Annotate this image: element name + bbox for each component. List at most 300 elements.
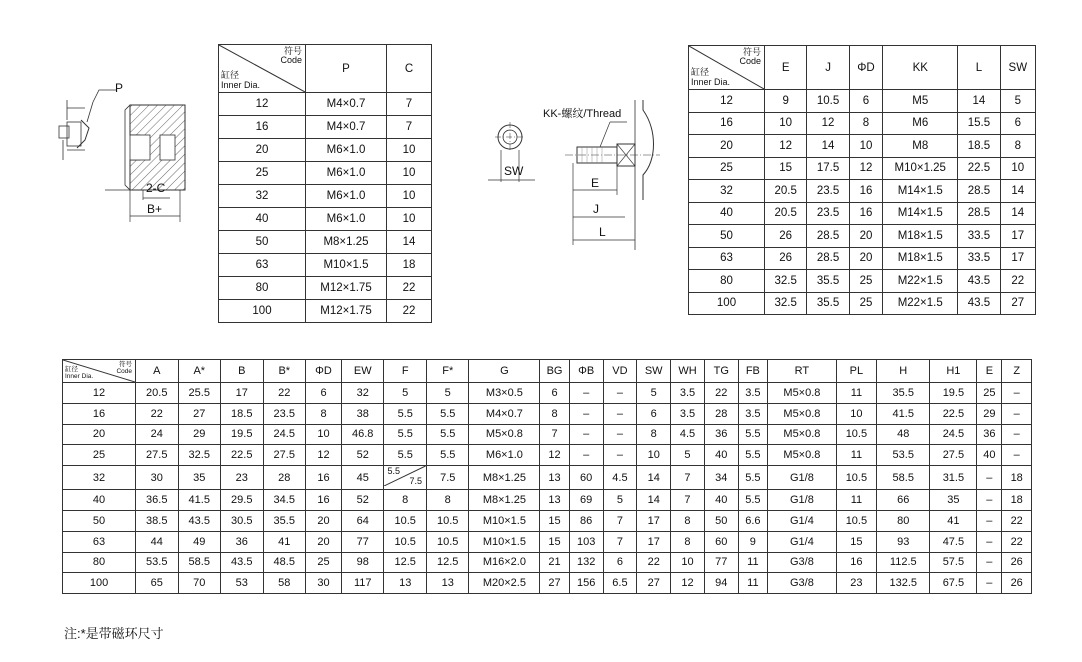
- value-cell: 35: [930, 490, 977, 511]
- bore-size-cell: 80: [219, 277, 306, 300]
- value-cell: 57.5: [930, 552, 977, 573]
- value-cell: 11: [738, 573, 767, 594]
- value-cell: –: [1002, 403, 1032, 424]
- value-cell: M6×1.0: [306, 139, 387, 162]
- value-cell: 26: [1002, 552, 1032, 573]
- value-cell: 23: [836, 573, 876, 594]
- table3-row: [63, 531, 1032, 552]
- value-cell: 7: [387, 116, 432, 139]
- table3-col: PL: [836, 360, 876, 383]
- value-cell: 32.5: [765, 292, 807, 315]
- value-cell: 20: [306, 510, 342, 531]
- value-cell: 5.5: [426, 424, 469, 445]
- value-cell: 8: [426, 490, 469, 511]
- table1-row: [219, 208, 432, 231]
- value-cell: M8×1.25: [469, 490, 540, 511]
- bore-size-cell: 20: [219, 139, 306, 162]
- table1-row: [219, 254, 432, 277]
- value-cell: 5: [671, 445, 705, 466]
- value-cell: M10×1.25: [883, 157, 958, 180]
- bore-size-cell: 100: [219, 300, 306, 323]
- value-cell: 5.5: [384, 403, 427, 424]
- value-cell: 6: [637, 403, 671, 424]
- table2-row: [689, 135, 1036, 158]
- table3-col: BG: [540, 360, 569, 383]
- value-cell: 10.5: [836, 510, 876, 531]
- value-cell: 5.5: [738, 466, 767, 490]
- value-cell: 80: [877, 510, 930, 531]
- value-cell: 28.5: [958, 180, 1000, 203]
- value-cell: G3/8: [768, 573, 837, 594]
- value-cell: 6: [1000, 112, 1035, 135]
- value-cell: 10: [387, 185, 432, 208]
- value-cell: 25.5: [178, 383, 221, 404]
- value-cell: –: [569, 424, 603, 445]
- value-cell: 11: [836, 445, 876, 466]
- table3-col: ΦB: [569, 360, 603, 383]
- value-cell: 5.5: [738, 445, 767, 466]
- value-cell: G1/4: [768, 510, 837, 531]
- table2-col: SW: [1000, 46, 1035, 90]
- value-cell: 50: [704, 510, 738, 531]
- value-cell: 64: [341, 510, 384, 531]
- value-cell: 25: [977, 383, 1002, 404]
- bore-size-cell: 40: [63, 490, 136, 511]
- value-cell: 36: [704, 424, 738, 445]
- value-cell: 10.5: [836, 424, 876, 445]
- bore-size-cell: 25: [63, 445, 136, 466]
- value-cell: 10: [765, 112, 807, 135]
- value-cell: 10: [671, 552, 705, 573]
- table2-row: [689, 157, 1036, 180]
- l-dimension-label: L: [599, 225, 606, 239]
- value-cell: 46.8: [341, 424, 384, 445]
- value-cell: 10.5: [426, 531, 469, 552]
- value-cell: 41: [930, 510, 977, 531]
- value-cell: 35.5: [807, 270, 849, 293]
- table1-col-c: C: [387, 45, 432, 93]
- kk-thread-label: KK-螺纹/Thread: [543, 108, 622, 120]
- value-cell: M4×0.7: [306, 116, 387, 139]
- table3-row: [63, 424, 1032, 445]
- bore-size-cell: 20: [63, 424, 136, 445]
- value-cell: G3/8: [768, 552, 837, 573]
- value-cell: 5: [384, 383, 427, 404]
- value-cell: 41: [263, 531, 306, 552]
- value-cell: 15: [540, 510, 569, 531]
- table3-col: H: [877, 360, 930, 383]
- value-cell: 40: [704, 445, 738, 466]
- bore-size-cell: 25: [219, 162, 306, 185]
- value-cell: 8: [671, 510, 705, 531]
- value-cell: 11: [836, 490, 876, 511]
- table3-row: [63, 510, 1032, 531]
- value-cell: M6×1.0: [306, 162, 387, 185]
- table3-col: RT: [768, 360, 837, 383]
- value-cell: 33.5: [958, 247, 1000, 270]
- value-cell: 4.5: [603, 466, 637, 490]
- value-cell: 16: [306, 466, 342, 490]
- value-cell: 22: [387, 300, 432, 323]
- table3-col: SW: [637, 360, 671, 383]
- value-cell: 12.5: [426, 552, 469, 573]
- value-cell: –: [1002, 445, 1032, 466]
- table3-col: Z: [1002, 360, 1032, 383]
- value-cell: M5×0.8: [768, 383, 837, 404]
- value-cell: 6: [849, 90, 882, 113]
- value-cell: 58.5: [877, 466, 930, 490]
- value-cell: 13: [540, 466, 569, 490]
- value-cell: 70: [178, 573, 221, 594]
- value-cell: 18: [1002, 466, 1032, 490]
- value-cell: 93: [877, 531, 930, 552]
- value-cell: M5: [883, 90, 958, 113]
- value-cell: –: [569, 383, 603, 404]
- value-cell: –: [1002, 424, 1032, 445]
- value-cell: 24.5: [930, 424, 977, 445]
- value-cell: 40: [977, 445, 1002, 466]
- table3-col: H1: [930, 360, 977, 383]
- value-cell: 5.5: [738, 490, 767, 511]
- value-cell: 22: [136, 403, 179, 424]
- value-cell: 7: [603, 531, 637, 552]
- value-cell: 43.5: [958, 270, 1000, 293]
- table3-col: G: [469, 360, 540, 383]
- value-cell: 53: [221, 573, 264, 594]
- value-cell: 6.5: [603, 573, 637, 594]
- table2-row: [689, 202, 1036, 225]
- value-cell: 156: [569, 573, 603, 594]
- e-dimension-label: E: [591, 176, 600, 190]
- value-cell: 20.5: [765, 202, 807, 225]
- table3-col: B*: [263, 360, 306, 383]
- bore-size-cell: 12: [689, 90, 765, 113]
- table3-col: E: [977, 360, 1002, 383]
- table1-row: [219, 231, 432, 254]
- value-cell: 27: [540, 573, 569, 594]
- value-cell: 8: [384, 490, 427, 511]
- value-cell: 8: [671, 531, 705, 552]
- value-cell: 9: [765, 90, 807, 113]
- table3-row: [63, 383, 1032, 404]
- value-cell: 15.5: [958, 112, 1000, 135]
- table3-col: A: [136, 360, 179, 383]
- value-cell: 5: [603, 490, 637, 511]
- value-cell: 10: [1000, 157, 1035, 180]
- value-cell: 53.5: [877, 445, 930, 466]
- value-cell: 3.5: [671, 383, 705, 404]
- value-cell: –: [603, 424, 637, 445]
- value-cell: 77: [704, 552, 738, 573]
- value-cell: 14: [637, 466, 671, 490]
- bore-size-cell: 50: [219, 231, 306, 254]
- rod-end-drawing: [485, 100, 685, 250]
- table1-corner-header: 符号 Code 缸径 Inner Dia.: [219, 45, 306, 93]
- value-cell: 12: [765, 135, 807, 158]
- value-cell: M6: [883, 112, 958, 135]
- end-cap-drawing: [55, 80, 195, 225]
- table3-col: WH: [671, 360, 705, 383]
- value-cell: 17: [1000, 225, 1035, 248]
- value-cell: 16: [306, 490, 342, 511]
- value-cell: 20.5: [765, 180, 807, 203]
- value-cell: 69: [569, 490, 603, 511]
- table3-row: [63, 552, 1032, 573]
- value-cell: M10×1.5: [306, 254, 387, 277]
- rod-end-table: [688, 45, 1036, 315]
- value-cell: 20: [306, 531, 342, 552]
- table3-col: B: [221, 360, 264, 383]
- value-cell: 7: [671, 490, 705, 511]
- value-cell: 23.5: [807, 202, 849, 225]
- value-cell: 28.5: [958, 202, 1000, 225]
- table3-row: [63, 490, 1032, 511]
- value-cell: 19.5: [221, 424, 264, 445]
- sw-dimension-label: SW: [504, 164, 524, 178]
- value-cell: M4×0.7: [469, 403, 540, 424]
- value-cell: M20×2.5: [469, 573, 540, 594]
- value-cell: 14: [387, 231, 432, 254]
- value-cell: 12.5: [384, 552, 427, 573]
- value-cell: 16: [849, 180, 882, 203]
- table1-row: [219, 162, 432, 185]
- value-cell: 117: [341, 573, 384, 594]
- f-upper-value: 5.5: [387, 466, 400, 477]
- value-cell: 36: [977, 424, 1002, 445]
- value-cell: 77: [341, 531, 384, 552]
- value-cell: 52: [341, 445, 384, 466]
- value-cell: M12×1.75: [306, 277, 387, 300]
- bore-size-cell: 50: [63, 510, 136, 531]
- value-cell: 25: [306, 552, 342, 573]
- table1-row: [219, 93, 432, 116]
- value-cell: 103: [569, 531, 603, 552]
- value-cell: 33.5: [958, 225, 1000, 248]
- value-cell: M3×0.5: [469, 383, 540, 404]
- value-cell: 60: [704, 531, 738, 552]
- value-cell: 22: [1002, 531, 1032, 552]
- table2-row: [689, 292, 1036, 315]
- value-cell: M22×1.5: [883, 270, 958, 293]
- value-cell: 27.5: [263, 445, 306, 466]
- value-cell: 3.5: [738, 383, 767, 404]
- bore-size-cell: 100: [689, 292, 765, 315]
- value-cell: 60: [569, 466, 603, 490]
- value-cell: 8: [306, 403, 342, 424]
- value-cell: 36: [221, 531, 264, 552]
- value-cell: 28.5: [807, 225, 849, 248]
- table2-row: [689, 112, 1036, 135]
- table3-col: EW: [341, 360, 384, 383]
- value-cell: 22: [637, 552, 671, 573]
- b-dimension-label: B+: [147, 202, 163, 216]
- value-cell: 32.5: [765, 270, 807, 293]
- value-cell: 27: [178, 403, 221, 424]
- value-cell: 18: [1002, 490, 1032, 511]
- value-cell: 10: [387, 162, 432, 185]
- value-cell: 41.5: [178, 490, 221, 511]
- value-cell: 17: [637, 510, 671, 531]
- value-cell: 58: [263, 573, 306, 594]
- value-cell: 23.5: [263, 403, 306, 424]
- value-cell: 23.5: [807, 180, 849, 203]
- bore-size-cell: 63: [219, 254, 306, 277]
- value-cell: M6×1.0: [306, 208, 387, 231]
- value-cell: 18: [387, 254, 432, 277]
- value-cell: –: [977, 552, 1002, 573]
- bore-size-cell: 80: [63, 552, 136, 573]
- value-cell: M5×0.8: [469, 424, 540, 445]
- value-cell: 28: [263, 466, 306, 490]
- value-cell: –: [603, 445, 637, 466]
- table3-row: [63, 573, 1032, 594]
- value-cell: M16×2.0: [469, 552, 540, 573]
- value-cell: 26: [1002, 573, 1032, 594]
- value-cell: –: [569, 445, 603, 466]
- value-cell: 10.5: [384, 510, 427, 531]
- value-cell: 18.5: [958, 135, 1000, 158]
- value-cell: M6×1.0: [306, 185, 387, 208]
- value-cell: 30: [136, 466, 179, 490]
- table3-col: F*: [426, 360, 469, 383]
- value-cell: 17.5: [807, 157, 849, 180]
- value-cell: 14: [1000, 180, 1035, 203]
- value-cell: 13: [384, 573, 427, 594]
- table3-col: TG: [704, 360, 738, 383]
- value-cell: –: [603, 383, 637, 404]
- value-cell: –: [977, 573, 1002, 594]
- bore-size-cell: 16: [63, 403, 136, 424]
- value-cell: 17: [1000, 247, 1035, 270]
- value-cell: 16: [849, 202, 882, 225]
- value-cell: 12: [671, 573, 705, 594]
- value-cell: 86: [569, 510, 603, 531]
- value-cell: 20: [849, 247, 882, 270]
- value-cell: 14: [958, 90, 1000, 113]
- table3-corner-header: 符号 Code 缸径 Inner Dia.: [63, 360, 136, 383]
- bore-size-cell: 63: [689, 247, 765, 270]
- value-cell: M8×1.25: [306, 231, 387, 254]
- value-cell: M8×1.25: [469, 466, 540, 490]
- value-cell: 38: [341, 403, 384, 424]
- value-cell: 14: [1000, 202, 1035, 225]
- value-cell: 10.5: [836, 466, 876, 490]
- value-cell: 98: [341, 552, 384, 573]
- value-cell: 20: [849, 225, 882, 248]
- value-cell: 24: [136, 424, 179, 445]
- value-cell: 32.5: [178, 445, 221, 466]
- bore-size-cell: 50: [689, 225, 765, 248]
- split-value-cell: [384, 466, 427, 490]
- value-cell: 44: [136, 531, 179, 552]
- value-cell: M5×0.8: [768, 403, 837, 424]
- value-cell: 20.5: [136, 383, 179, 404]
- bore-size-cell: 40: [219, 208, 306, 231]
- table3-col: FB: [738, 360, 767, 383]
- value-cell: 45: [341, 466, 384, 490]
- value-cell: 43.5: [221, 552, 264, 573]
- value-cell: –: [603, 403, 637, 424]
- value-cell: 10: [387, 139, 432, 162]
- value-cell: 5: [426, 383, 469, 404]
- value-cell: 94: [704, 573, 738, 594]
- table3-col: ΦD: [306, 360, 342, 383]
- value-cell: 29: [977, 403, 1002, 424]
- value-cell: 34: [704, 466, 738, 490]
- bore-size-cell: 16: [219, 116, 306, 139]
- value-cell: 65: [136, 573, 179, 594]
- bore-size-cell: 12: [63, 383, 136, 404]
- value-cell: M18×1.5: [883, 225, 958, 248]
- value-cell: 17: [221, 383, 264, 404]
- value-cell: 7: [603, 510, 637, 531]
- bore-size-cell: 32: [219, 185, 306, 208]
- value-cell: 48: [877, 424, 930, 445]
- value-cell: 27: [1000, 292, 1035, 315]
- value-cell: 5: [637, 383, 671, 404]
- value-cell: M8: [883, 135, 958, 158]
- table2-col: E: [765, 46, 807, 90]
- j-dimension-label: J: [593, 202, 599, 216]
- value-cell: 29.5: [221, 490, 264, 511]
- value-cell: M5×0.8: [768, 445, 837, 466]
- bore-size-cell: 12: [219, 93, 306, 116]
- bore-size-cell: 100: [63, 573, 136, 594]
- table1-row: [219, 300, 432, 323]
- value-cell: 22: [387, 277, 432, 300]
- value-cell: –: [569, 403, 603, 424]
- value-cell: 4.5: [671, 424, 705, 445]
- value-cell: 13: [540, 490, 569, 511]
- value-cell: 16: [836, 552, 876, 573]
- table1-col-p: P: [306, 45, 387, 93]
- value-cell: M14×1.5: [883, 202, 958, 225]
- value-cell: 112.5: [877, 552, 930, 573]
- bore-size-cell: 32: [689, 180, 765, 203]
- p-dimension-label: P: [115, 81, 124, 95]
- value-cell: 22: [704, 383, 738, 404]
- value-cell: 41.5: [877, 403, 930, 424]
- value-cell: 8: [540, 403, 569, 424]
- value-cell: 3.5: [671, 403, 705, 424]
- table3-col: A*: [178, 360, 221, 383]
- value-cell: M18×1.5: [883, 247, 958, 270]
- value-cell: 43.5: [958, 292, 1000, 315]
- value-cell: 10: [637, 445, 671, 466]
- magnet-note: 注:*是带磁环尺寸: [64, 626, 164, 641]
- value-cell: –: [1002, 383, 1032, 404]
- value-cell: 35.5: [877, 383, 930, 404]
- value-cell: 132: [569, 552, 603, 573]
- table2-row: [689, 225, 1036, 248]
- value-cell: 22.5: [958, 157, 1000, 180]
- value-cell: 34.5: [263, 490, 306, 511]
- value-cell: 12: [540, 445, 569, 466]
- value-cell: 10.5: [807, 90, 849, 113]
- bore-size-cell: 16: [689, 112, 765, 135]
- value-cell: 40: [704, 490, 738, 511]
- value-cell: 27.5: [930, 445, 977, 466]
- table2-col: KK: [883, 46, 958, 90]
- value-cell: 22.5: [221, 445, 264, 466]
- table2-row: [689, 270, 1036, 293]
- value-cell: 35.5: [807, 292, 849, 315]
- bore-size-cell: 63: [63, 531, 136, 552]
- value-cell: 58.5: [178, 552, 221, 573]
- value-cell: 5.5: [426, 445, 469, 466]
- value-cell: –: [977, 490, 1002, 511]
- value-cell: 6.6: [738, 510, 767, 531]
